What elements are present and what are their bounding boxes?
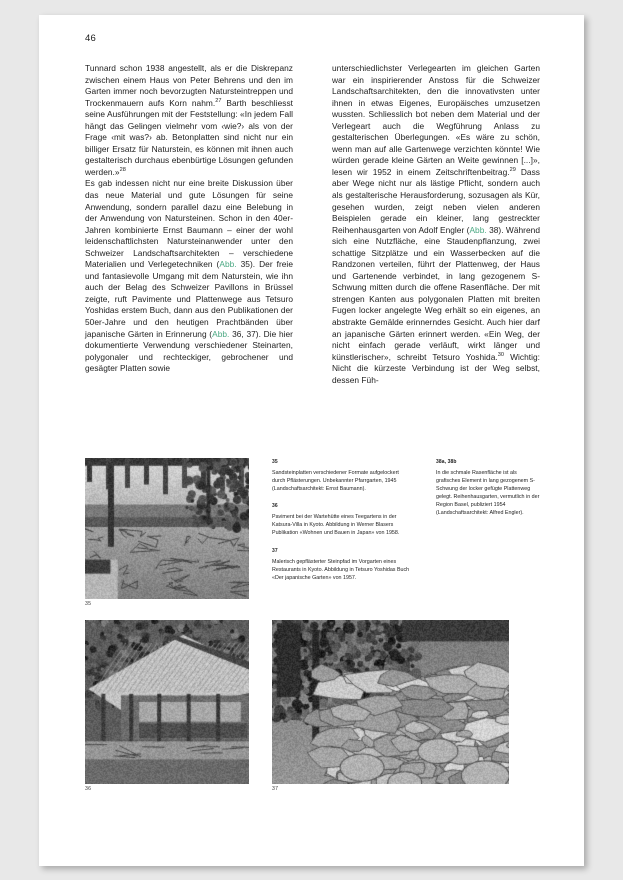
figure-37 (272, 620, 509, 792)
paragraph-right-1 (332, 63, 540, 386)
paragraph-left-1 (85, 63, 293, 178)
para-text: 36, 37). Die hier dokumentierte Verwendung verschiedener Steinarten, polygonaler und rechteckiger, gebrochener und gesägter Platten sowie (85, 328, 293, 374)
text-column-right (332, 63, 540, 386)
photo-35 (85, 458, 249, 599)
footnote-ref-27: 27 (215, 97, 222, 104)
figure-35 (85, 458, 249, 607)
figure-row-top (85, 458, 541, 607)
caption-column-b (436, 458, 541, 527)
para-text: Es gab indessen nicht nur eine breite Diskussion über das neue Material und gute Lösungen für seine Anwendung, sondern parallel dazu eine Belebung in der Anwendung von Natursteinen. Schon in den 40er-Jahren kombinierte Ernst Baumann – einer der wohl leidenschaftlichsten Natursteinanwender unter den Schweizer Landschaftsarchitekten – verschiedene Materialien und Verlegetechniken ( (85, 178, 293, 270)
text-column-left (85, 63, 293, 386)
figure-row-bottom (85, 620, 541, 792)
caption-37 (272, 547, 412, 582)
para-text: unterschiedlichster Verlegearten im gleichen Garten war ein inspirierender Anstoss für die Schweizer Landschaftsarchitekten, den die innovativsten unter ihnen in etwas Eigenes, Europäisches umzusetzen wussten. Schliesslich bot neben dem Material und der Verlegeart auch die Wegführung Anlass zu gestalterischen Überlegungen. «Es wäre zu schön, wenn man auf alle Gartenwege verzichten könnte! Wie würden gerade kleine Gärten an Weite gewinnen [...]», lesen wir 1952 in einem Zeitschriftenbeitrag. (332, 63, 540, 177)
caption-35 (272, 458, 412, 493)
para-text: 38). Während sich eine Nutzfläche, eine Staudenpflanzung, zwei schattige Sitzplätze und ein Wasserbecken auf die Randzonen verteilen, führt der Plattenweg, der Haus und Gartenende verbindet, in lang gezogenem S-Schwung mitten durch die offene Rasenfläche. Der mit strengen Kanten aus polygonalen Platten mit breiten Fugen locker angelegte Weg erhält so ein eigenes, an abstrakte Gemälde erinnerndes Gesicht. Auch hier darf an japanische Gärten erinnert werden. «Ein Weg, der nicht einfach gerade verläuft, wirkt länger und künstlerischer», schreibt Tetsuro Yoshida. (332, 224, 540, 362)
text-columns (85, 63, 541, 386)
para-text: Barth beschliesst seine Ausführungen mit der Feststellung: «In jedem Fall hängt das Gelingen vielmehr vom ‹wie?› als von der Frage ‹mit was?› ab. Betonplatten sind nicht nur ein billiger Ersatz für Naturstein, es können mit ihnen auch gestalterisch durchaus ebenbürtige Lösungen gefunden werden.» (85, 97, 293, 177)
figure-36-number: 36 (85, 786, 92, 792)
caption-35-text: Sandsteinplatten verschiedener Formate aufgelockert durch Pflästerungen. Unbekannter Pfarrgarten, 1945 (Landschaftsarchitekt: Ernst Baumann). (272, 469, 399, 492)
para-text: Wichtig: Nicht die kürzeste Verbindung ist der Weg selbst, dessen Füh- (332, 351, 540, 385)
para-text: Dass aber Wege nicht nur als lästige Pflicht, sondern auch als gestalterische Herausforderung, sozusagen als Kür, gesehen wurden, zeigt neben vielen anderen Beispielen gerade ein kleiner, lang gestreckter Reihenhausgarten von Adolf Engler ( (332, 166, 540, 235)
caption-37-text: Malerisch gepflästerter Steinpfad im Vorgarten eines Restaurants in Kyoto. Abbildung in Tetsuro Yoshidas Buch «Der japanische Garten» von 1957. (272, 558, 410, 581)
caption-column-a (272, 458, 412, 591)
caption-35-number: 35 (272, 459, 278, 465)
caption-37-number: 37 (272, 547, 278, 554)
figure-36 (85, 620, 249, 792)
caption-38-text: In die schmale Rasenfläche ist als grafisches Element in lang gezogenem S-Schwung der locker gefügte Plattenweg gelegt. Reihenhausgarten, vermutlich in der Region Basel, publiziert 1954 (Landschaftsarchitekt: Alfred Engler). (436, 469, 540, 517)
figure-block (85, 458, 541, 792)
page-number: 46 (85, 33, 96, 44)
photo-36-canvas (85, 620, 249, 784)
photo-37 (272, 620, 509, 784)
caption-38-number: 38a, 38b (436, 459, 457, 465)
document-page (39, 15, 584, 866)
footnote-ref-28: 28 (119, 167, 126, 174)
photo-35-canvas (85, 458, 249, 599)
caption-38 (436, 458, 541, 517)
caption-36-text: Paviment bei der Wartehütte eines Teegartens in der Katsura-Villa in Kyoto. Abbildung in Werner Blasers Publikation «Wohnen und Bauen in Japan» von 1958. (272, 514, 400, 537)
paragraph-left-2 (85, 178, 293, 374)
caption-36-number: 36 (272, 503, 278, 510)
figure-ref-abb-36-37[interactable]: Abb. (212, 328, 230, 339)
figure-ref-abb-38[interactable]: Abb. (469, 224, 487, 235)
figure-37-number: 37 (272, 786, 279, 792)
photo-36 (85, 620, 249, 784)
para-text: 35). Der freie und fantasievolle Umgang mit dem Naturstein, wie ihn auch der Belag des Schweizer Pavillons in Brüssel zeigte, ruft Pavimente und Plattenwege aus Tetsuro Yoshidas erstem Buch, dann aus den Publikationen der 50er-Jahre und den heutigen Prachtbänden über japanische Gärten in Erinnerung ( (85, 259, 293, 339)
photo-37-canvas (272, 620, 509, 784)
footnote-ref-29: 29 (509, 167, 516, 174)
footnote-ref-30: 30 (497, 351, 505, 358)
para-text: Tunnard schon 1938 angestellt, als er die Diskrepanz zwischen einem Haus von Peter Behrens und den im Garten immer noch bevorzugten Natursteintreppen und Trockenmauern aufs Korn nahm. (85, 63, 293, 108)
caption-36 (272, 502, 412, 537)
figure-35-number: 35 (85, 601, 92, 607)
figure-ref-abb-35[interactable]: Abb. (219, 259, 237, 270)
